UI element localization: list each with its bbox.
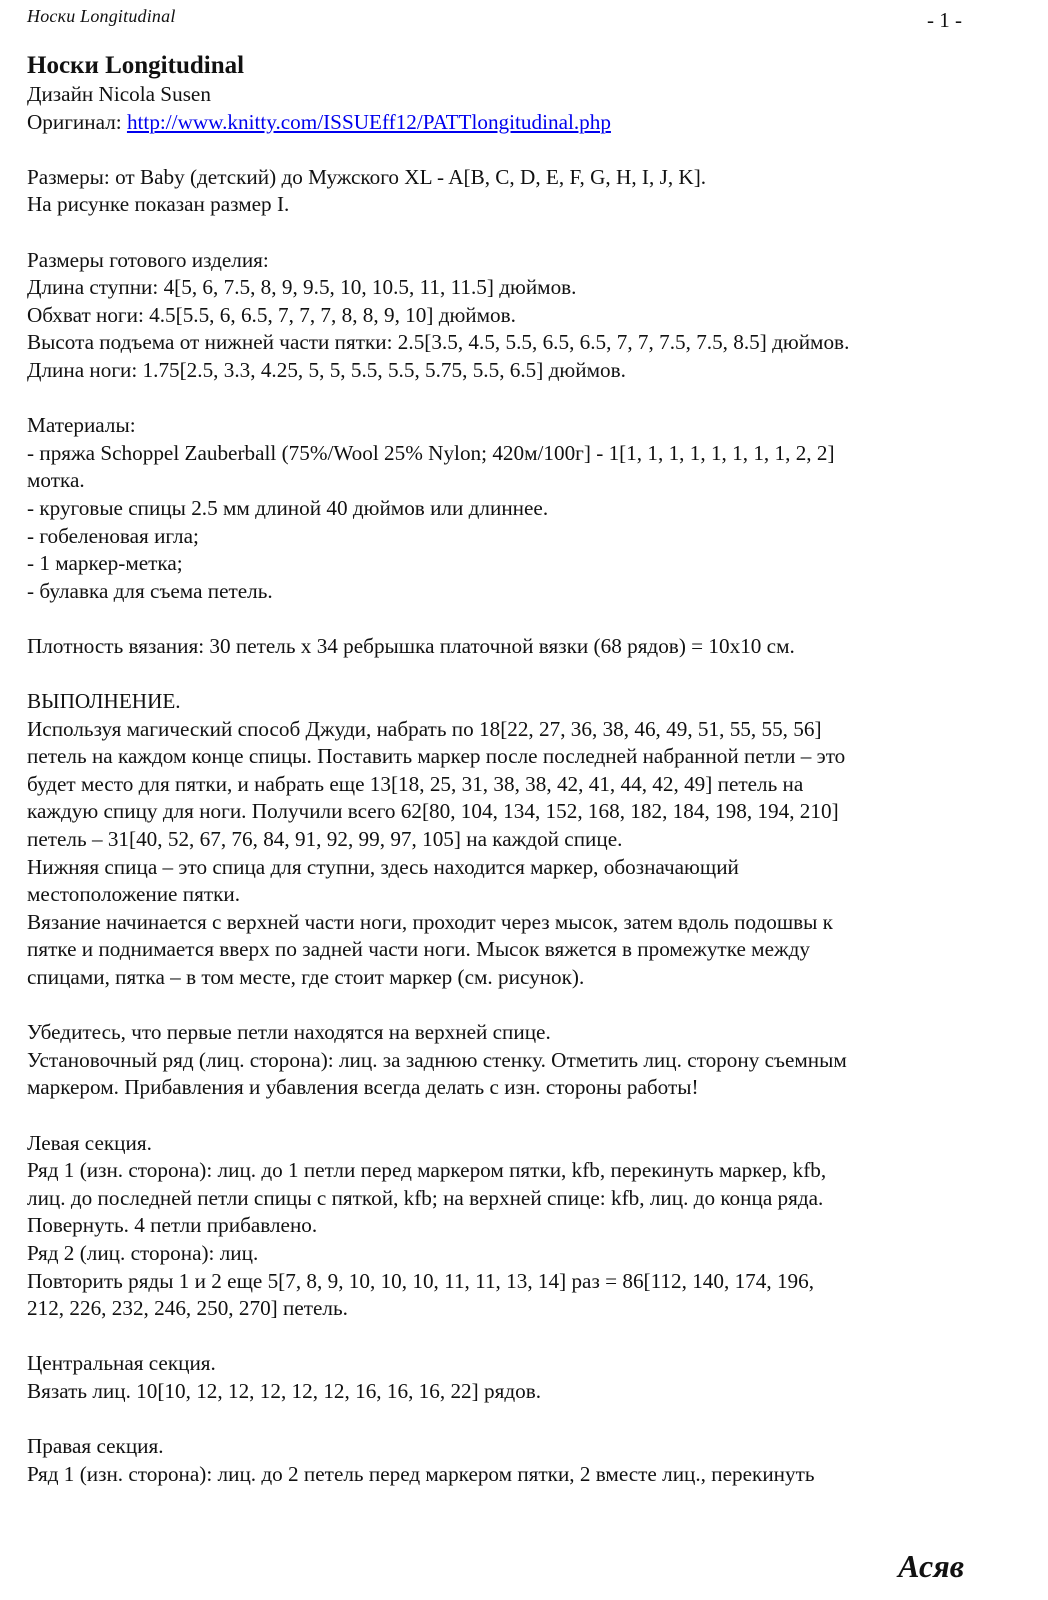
text-line: Плотность вязания: 30 петель х 34 ребрышка платочной вязки (68 рядов) = 10x10 см. <box>27 633 795 658</box>
document-title: Носки Longitudinal <box>27 52 245 79</box>
finished-size-section <box>27 247 1027 385</box>
instructions-section <box>27 688 1027 992</box>
spacer <box>27 992 1027 1020</box>
right-section <box>27 1433 1027 1488</box>
page-number: - 1 - <box>927 8 962 32</box>
text-line: На рисунке показан размер I. <box>27 192 290 217</box>
text-line: Длина ноги: 1.75[2.5, 3.3, 4.25, 5, 5, 5.5, 5.5, 5.75, 5.5, 6.5] дюймов. <box>27 357 626 382</box>
text-line: петель – 31[40, 52, 67, 76, 84, 91, 92, 99, 97, 105] на каждой спице. <box>27 827 623 852</box>
document-body <box>27 50 1027 1488</box>
spacer <box>27 660 1027 688</box>
text-line: Вязать лиц. 10[10, 12, 12, 12, 12, 12, 16, 16, 16, 22] рядов. <box>27 1378 541 1403</box>
text-line: Вязание начинается с верхней части ноги, проходит через мысок, затем вдоль подошвы к <box>27 909 833 934</box>
spacer <box>27 1406 1027 1434</box>
sizes-section <box>27 164 1027 219</box>
original-label: Оригинал: <box>27 109 127 134</box>
text-line: Ряд 1 (изн. сторона): лиц. до 2 петель перед маркером пятки, 2 вместе лиц., перекинуть <box>27 1461 815 1486</box>
original-line <box>27 109 1027 137</box>
text-line: Левая секция. <box>27 1130 152 1155</box>
text-line: петель на каждом конце спицы. Поставить маркер после последней набранной петли – это <box>27 744 846 769</box>
text-line: Используя магический способ Джуди, набрать по 18[22, 27, 36, 38, 46, 49, 51, 55, 55, 56] <box>27 716 822 741</box>
text-line: пятке и поднимается вверх по задней части ноги. Мысок вяжется в промежутке между <box>27 937 810 962</box>
text-line: Нижняя спица – это спица для ступни, здесь находится маркер, обозначающий <box>27 854 739 879</box>
text-line: Ряд 2 (лиц. сторона): лиц. <box>27 1240 259 1265</box>
text-line: Высота подъема от нижней части пятки: 2.5[3.5, 4.5, 5.5, 6.5, 6.5, 7, 7, 7.5, 7.5, 8.5] дюймов. <box>27 330 850 355</box>
text-line: Размеры готового изделия: <box>27 247 269 272</box>
text-line: - круговые спицы 2.5 мм длиной 40 дюймов или длиннее. <box>27 495 549 520</box>
text-line: ВЫПОЛНЕНИЕ. <box>27 689 181 714</box>
text-line: Повторить ряды 1 и 2 еще 5[7, 8, 9, 10, 10, 10, 11, 11, 13, 14] раз = 86[112, 140, 174, 196, <box>27 1268 815 1293</box>
left-section <box>27 1130 1027 1323</box>
text-line: Повернуть. 4 петли прибавлено. <box>27 1213 318 1238</box>
text-line: Правая секция. <box>27 1434 164 1459</box>
spacer <box>27 136 1027 164</box>
text-line: местоположение пятки. <box>27 882 241 907</box>
text-line: Обхват ноги: 4.5[5.5, 6, 6.5, 7, 7, 7, 8, 8, 9, 10] дюймов. <box>27 302 516 327</box>
text-line: лиц. до последней петли спицы с пяткой, kfb; на верхней спице: kfb, лиц. до конца ряда. <box>27 1185 824 1210</box>
original-link[interactable]: http://www.knitty.com/ISSUEff12/PATTlongitudinal.php <box>126 109 611 134</box>
spacer <box>27 219 1027 247</box>
text-line: Установочный ряд (лиц. сторона): лиц. за заднюю стенку. Отметить лиц. сторону съемным <box>27 1047 847 1072</box>
spacer <box>27 1102 1027 1130</box>
text-line: Ряд 1 (изн. сторона): лиц. до 1 петли перед маркером пятки, kfb, перекинуть маркер, kfb, <box>27 1158 827 1183</box>
spacer <box>27 385 1027 413</box>
text-line: 212, 226, 232, 246, 250, 270] петель. <box>27 1296 348 1321</box>
text-line: - гобеленовая игла; <box>27 523 199 548</box>
text-line: будет место для пятки, и набрать еще 13[18, 25, 31, 38, 38, 42, 41, 44, 42, 49] петель на <box>27 771 804 796</box>
text-line: - пряжа Schoppel Zauberball (75%/Wool 25% Nylon; 420м/100г] - 1[1, 1, 1, 1, 1, 1, 1, 1, 2, 2] <box>27 440 835 465</box>
designer-line: Дизайн Nicola Susen <box>27 82 211 106</box>
text-line: Размеры: от Baby (детский) до Мужского XL - A[B, C, D, E, F, G, H, I, J, K]. <box>27 164 707 189</box>
gauge-section <box>27 633 1027 661</box>
text-line: мотка. <box>27 468 85 493</box>
text-line: - булавка для съема петель. <box>27 578 273 603</box>
text-line: - 1 маркер-метка; <box>27 551 183 576</box>
text-line: Убедитесь, что первые петли находятся на верхней спице. <box>27 1020 551 1045</box>
text-line: Материалы: <box>27 413 136 438</box>
setup-section <box>27 1019 1027 1102</box>
spacer <box>27 1323 1027 1351</box>
materials-section <box>27 412 1027 605</box>
text-line: Центральная секция. <box>27 1351 216 1376</box>
text-line: каждую спицу для ноги. Получили всего 62[80, 104, 134, 152, 168, 182, 184, 198, 194, 210] <box>27 799 839 824</box>
signature: Асяв <box>898 1548 964 1584</box>
text-line: спицами, пятка – в том месте, где стоит маркер (см. рисунок). <box>27 965 585 989</box>
running-header-title: Носки Longitudinal <box>27 6 176 26</box>
text-line: Длина ступни: 4[5, 6, 7.5, 8, 9, 9.5, 10, 10.5, 11, 11.5] дюймов. <box>27 275 577 300</box>
spacer <box>27 605 1027 633</box>
center-section <box>27 1350 1027 1405</box>
text-line: маркером. Прибавления и убавления всегда делать с изн. стороны работы! <box>27 1075 699 1100</box>
